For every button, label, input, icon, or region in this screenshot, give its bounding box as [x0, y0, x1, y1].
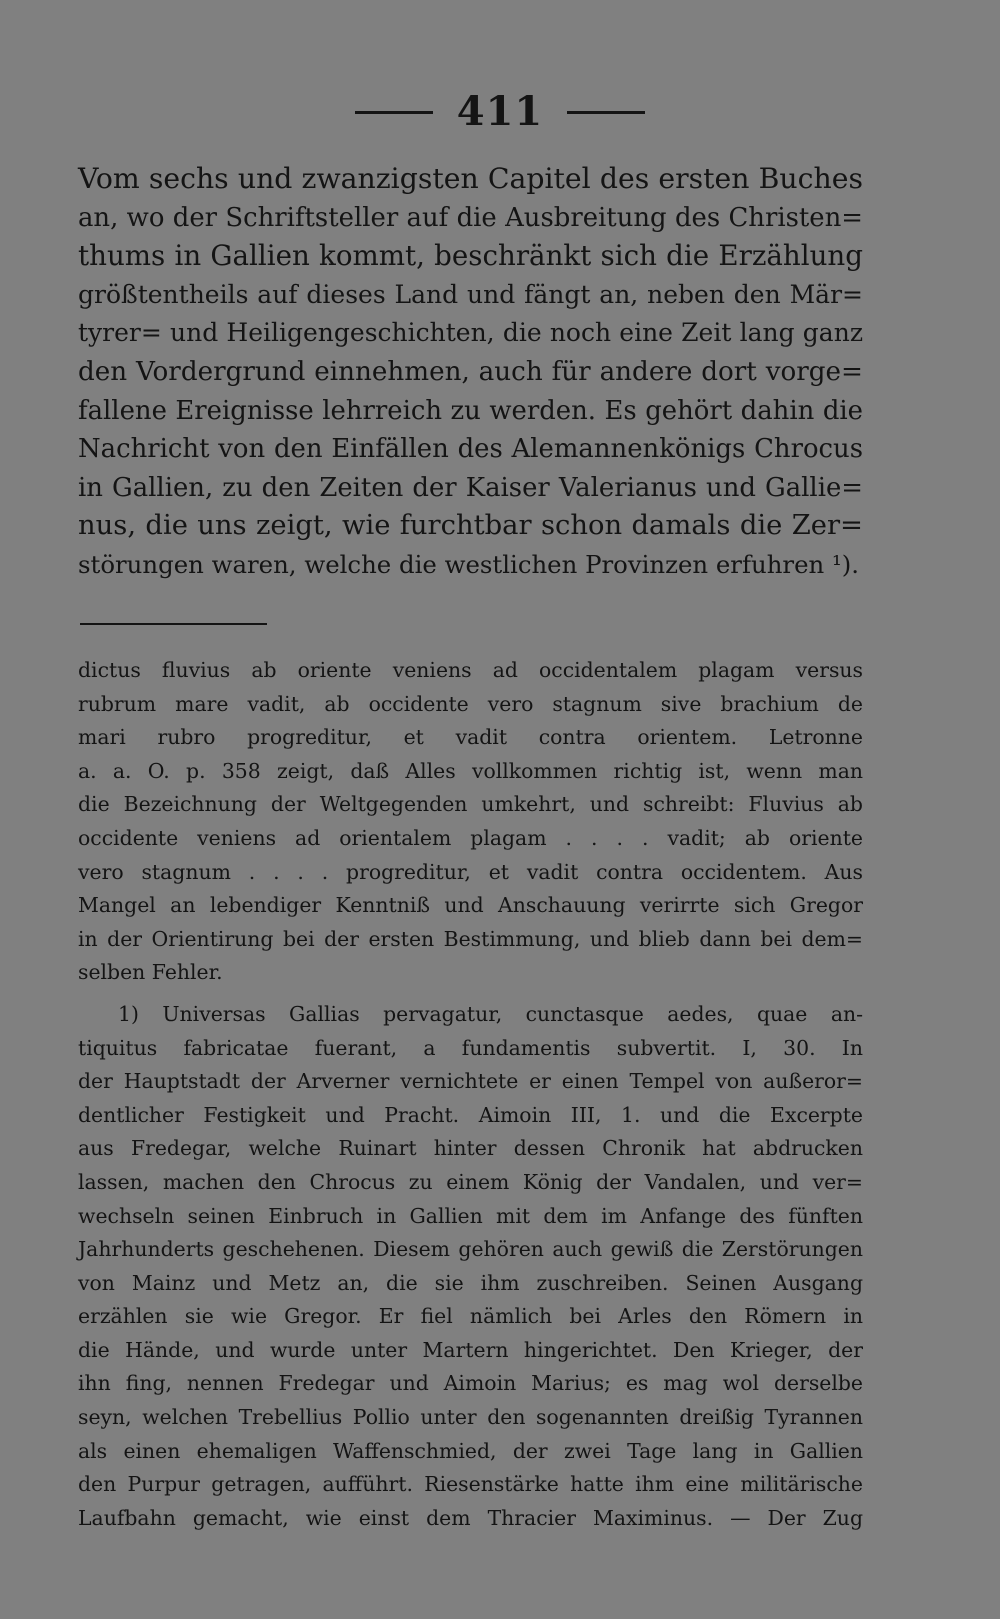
main-text-line: größtentheils auf dieses Land und fängt an, neben den Mär=: [78, 279, 863, 309]
footnotes: [78, 654, 863, 1535]
footnote-line: als einen ehemaligen Waffenschmied, der zwei Tage lang in Gallien: [78, 1438, 863, 1463]
footnote-line: der Hauptstadt der Arverner vernichtete er einen Tempel von außeror=: [78, 1069, 863, 1094]
footnote-line: dentlicher Festigkeit und Pracht. Aimoin III, 1. und die Excerpte: [78, 1102, 863, 1127]
footnote-line: tiquitus fabricatae fuerant, a fundamentis subvertit. I, 30. In: [78, 1035, 863, 1060]
page-header: [0, 88, 1000, 136]
header-rule-left: [355, 111, 433, 114]
footnote-line: mari rubro progreditur, et vadit contra orientem. Letronne: [78, 725, 863, 750]
footnote-line: lassen, machen den Chrocus zu einem König der Vandalen, und ver=: [78, 1169, 863, 1194]
footnote-line: den Purpur getragen, aufführt. Riesenstärke hatte ihm eine militärische: [78, 1472, 863, 1497]
footnote-line: occidente veniens ad orientalem plagam . . . . vadit; ab oriente: [78, 825, 863, 850]
footnote-line: rubrum mare vadit, ab occidente vero stagnum sive brachium de: [78, 691, 863, 716]
footnote-line: selben Fehler.: [78, 960, 223, 985]
footnote-line: dictus fluvius ab oriente veniens ad occidentalem plagam versus: [78, 658, 863, 682]
footnote-line: ihn fing, nennen Fredegar und Aimoin Marius; es mag wol derselbe: [78, 1371, 863, 1396]
main-text-line: thums in Gallien kommt, beschränkt sich die Erzählung: [78, 239, 863, 273]
main-text: [78, 160, 863, 585]
header-rule-right: [567, 111, 645, 114]
main-text-line: Vom sechs und zwanzigsten Capitel des ersten Buches: [78, 162, 863, 195]
main-text-line: nus, die uns zeigt, wie furchtbar schon damals die Zer=: [78, 510, 863, 542]
main-text-line: den Vordergrund einnehmen, auch für andere dort vorge=: [78, 356, 863, 387]
footnote-1: [78, 998, 863, 1536]
footnote-line: Jahrhunderts geschehenen. Diesem gehören auch gewiß die Zerstörungen: [78, 1237, 863, 1262]
footnote-line: Laufbahn gemacht, wie einst dem Thracier Maximinus. — Der Zug: [78, 1505, 863, 1530]
footnote-line: aus Fredegar, welche Ruinart hinter dessen Chronik hat abdrucken: [78, 1136, 863, 1161]
main-text-line: in Gallien, zu den Zeiten der Kaiser Valerianus und Gallie=: [78, 472, 863, 503]
main-text-line: Nachricht von den Einfällen des Alemannenkönigs Chrocus: [78, 434, 863, 465]
main-text-line: störungen waren, welche die westlichen Provinzen erfuhren ¹).: [78, 549, 860, 579]
footnote-divider: [80, 623, 267, 625]
main-text-line: an, wo der Schriftsteller auf die Ausbreitung des Christen=: [78, 202, 863, 233]
footnote-line: 1) Universas Gallias pervagatur, cunctasque aedes, quae an-: [118, 1001, 863, 1026]
footnote-line: in der Orientirung bei der ersten Bestimmung, und blieb dann bei dem=: [78, 926, 863, 951]
footnote-continued: [78, 654, 863, 990]
footnote-line: die Hände, und wurde unter Martern hingerichtet. Den Krieger, der: [78, 1337, 863, 1362]
footnote-line: die Bezeichnung der Weltgegenden umkehrt, und schreibt: Fluvius ab: [78, 792, 863, 817]
footnote-line: seyn, welchen Trebellius Pollio unter den sogenannten dreißig Tyrannen: [78, 1405, 863, 1430]
footnote-line: erzählen sie wie Gregor. Er fiel nämlich bei Arles den Römern in: [78, 1304, 863, 1329]
footnote-line: a. a. O. p. 358 zeigt, daß Alles vollkommen richtig ist, wenn man: [78, 758, 863, 783]
footnote-line: von Mainz und Metz an, die sie ihm zuschreiben. Seinen Ausgang: [78, 1270, 863, 1295]
footnote-line: wechseln seinen Einbruch in Gallien mit dem im Anfange des fünften: [78, 1203, 863, 1228]
page-number: 411: [456, 88, 544, 135]
main-text-line: tyrer= und Heiligengeschichten, die noch eine Zeit lang ganz: [78, 318, 863, 348]
footnote-line: vero stagnum . . . . progreditur, et vadit contra occidentem. Aus: [78, 859, 863, 884]
main-text-line: fallene Ereignisse lehrreich zu werden. Es gehört dahin die: [78, 395, 863, 426]
footnote-line: Mangel an lebendiger Kenntniß und Anschauung verirrte sich Gregor: [78, 893, 863, 918]
